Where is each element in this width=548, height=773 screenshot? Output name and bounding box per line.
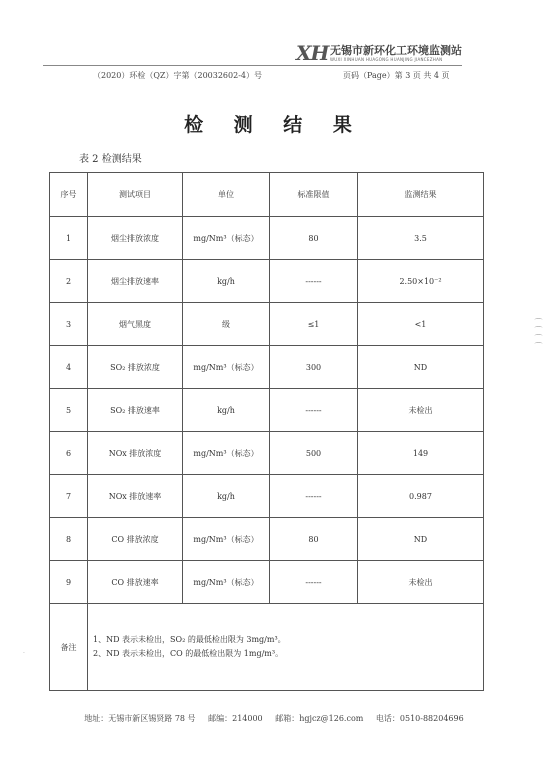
- unit-cell: kg/h: [183, 475, 270, 518]
- table-row: [50, 561, 484, 604]
- test-item-cell: CO 排放浓度: [88, 518, 183, 561]
- note-line: 1、ND 表示未检出，SO₂ 的最低检出限为 3mg/m³。: [93, 635, 286, 644]
- test-item-cell: NOx 排放速率: [88, 475, 183, 518]
- unit-cell: 级: [183, 303, 270, 346]
- table-row: [50, 432, 484, 475]
- row-number-cell: 7: [50, 475, 88, 518]
- unit-cell: mg/Nm³（标态）: [183, 518, 270, 561]
- column-header: 序号: [50, 173, 88, 217]
- document-number: （2020）环检（QZ）字第（20032602-4）号: [93, 71, 262, 80]
- row-number-cell: 3: [50, 303, 88, 346]
- header-rule: [43, 65, 462, 66]
- notes-cell: [88, 604, 484, 691]
- results-table: [49, 172, 484, 691]
- standard-limit-cell: ≤1: [270, 303, 358, 346]
- column-header: 标准限值: [270, 173, 358, 217]
- row-number-cell: 9: [50, 561, 88, 604]
- row-number-cell: 2: [50, 260, 88, 303]
- test-item-cell: SO₂ 排放浓度: [88, 346, 183, 389]
- table-header-row: [50, 173, 484, 217]
- seam-stamp-fragment: ⌒⌒⌒⌒: [534, 318, 543, 350]
- page-footer: [0, 713, 548, 724]
- column-header: 监测结果: [358, 173, 484, 217]
- monitoring-result-cell: 未检出: [358, 389, 484, 432]
- column-header: 单位: [183, 173, 270, 217]
- page-title: 检 测 结 果: [184, 114, 364, 136]
- row-number-cell: 4: [50, 346, 88, 389]
- standard-limit-cell: 80: [270, 518, 358, 561]
- table-row: [50, 389, 484, 432]
- table-row: [50, 217, 484, 260]
- table-row: [50, 518, 484, 561]
- notes-label: 备注: [50, 604, 88, 691]
- row-number-cell: 1: [50, 217, 88, 260]
- monitoring-result-cell: 2.50×10⁻²: [358, 260, 484, 303]
- test-item-cell: 烟尘排放速率: [88, 260, 183, 303]
- unit-cell: mg/Nm³（标态）: [183, 432, 270, 475]
- results-table-body: [50, 173, 484, 604]
- note-line: 2、ND 表示未检出，CO 的最低检出限为 1mg/m³。: [93, 649, 284, 658]
- unit-cell: kg/h: [183, 260, 270, 303]
- notes-section: [50, 604, 484, 691]
- monitoring-result-cell: 未检出: [358, 561, 484, 604]
- monitoring-result-cell: 0.987: [358, 475, 484, 518]
- monitoring-result-cell: <1: [358, 303, 484, 346]
- row-number-cell: 5: [50, 389, 88, 432]
- standard-limit-cell: 80: [270, 217, 358, 260]
- monitoring-result-cell: ND: [358, 518, 484, 561]
- unit-cell: mg/Nm³（标态）: [183, 217, 270, 260]
- table-row: [50, 346, 484, 389]
- monitoring-result-cell: 149: [358, 432, 484, 475]
- org-name-en: WUXI XINHUAN HUAGONG HUANJING JIANCEZHAN: [330, 57, 443, 62]
- column-header: 测试项目: [88, 173, 183, 217]
- row-number-cell: 8: [50, 518, 88, 561]
- standard-limit-cell: ------: [270, 260, 358, 303]
- test-item-cell: NOx 排放浓度: [88, 432, 183, 475]
- standard-limit-cell: 300: [270, 346, 358, 389]
- standard-limit-cell: ------: [270, 475, 358, 518]
- footer-email: 邮箱：hgjcz@126.com: [275, 714, 364, 723]
- table-row: [50, 303, 484, 346]
- logo-mark: XH: [296, 41, 329, 65]
- org-logo: [296, 41, 496, 67]
- table-caption: 表 2 检测结果: [79, 154, 142, 165]
- unit-cell: kg/h: [183, 389, 270, 432]
- test-item-cell: SO₂ 排放速率: [88, 389, 183, 432]
- page-info: 页码（Page）第 3 页 共 4 页: [343, 71, 450, 80]
- monitoring-result-cell: ND: [358, 346, 484, 389]
- standard-limit-cell: 500: [270, 432, 358, 475]
- test-item-cell: CO 排放速率: [88, 561, 183, 604]
- standard-limit-cell: ------: [270, 561, 358, 604]
- table-row: [50, 260, 484, 303]
- standard-limit-cell: ------: [270, 389, 358, 432]
- unit-cell: mg/Nm³（标态）: [183, 561, 270, 604]
- notes-row: [50, 604, 484, 691]
- test-item-cell: 烟尘排放浓度: [88, 217, 183, 260]
- org-name-cn: 无锡市新环化工环境监测站: [330, 44, 462, 57]
- footer-phone: 电话：0510-88204696: [375, 714, 464, 723]
- footer-address: 地址：无锡市新区锡贤路 78 号: [84, 714, 196, 723]
- scan-speck: ·: [23, 650, 25, 657]
- footer-postcode: 邮编：214000: [208, 714, 263, 723]
- monitoring-result-cell: 3.5: [358, 217, 484, 260]
- unit-cell: mg/Nm³（标态）: [183, 346, 270, 389]
- test-item-cell: 烟气黑度: [88, 303, 183, 346]
- table-row: [50, 475, 484, 518]
- row-number-cell: 6: [50, 432, 88, 475]
